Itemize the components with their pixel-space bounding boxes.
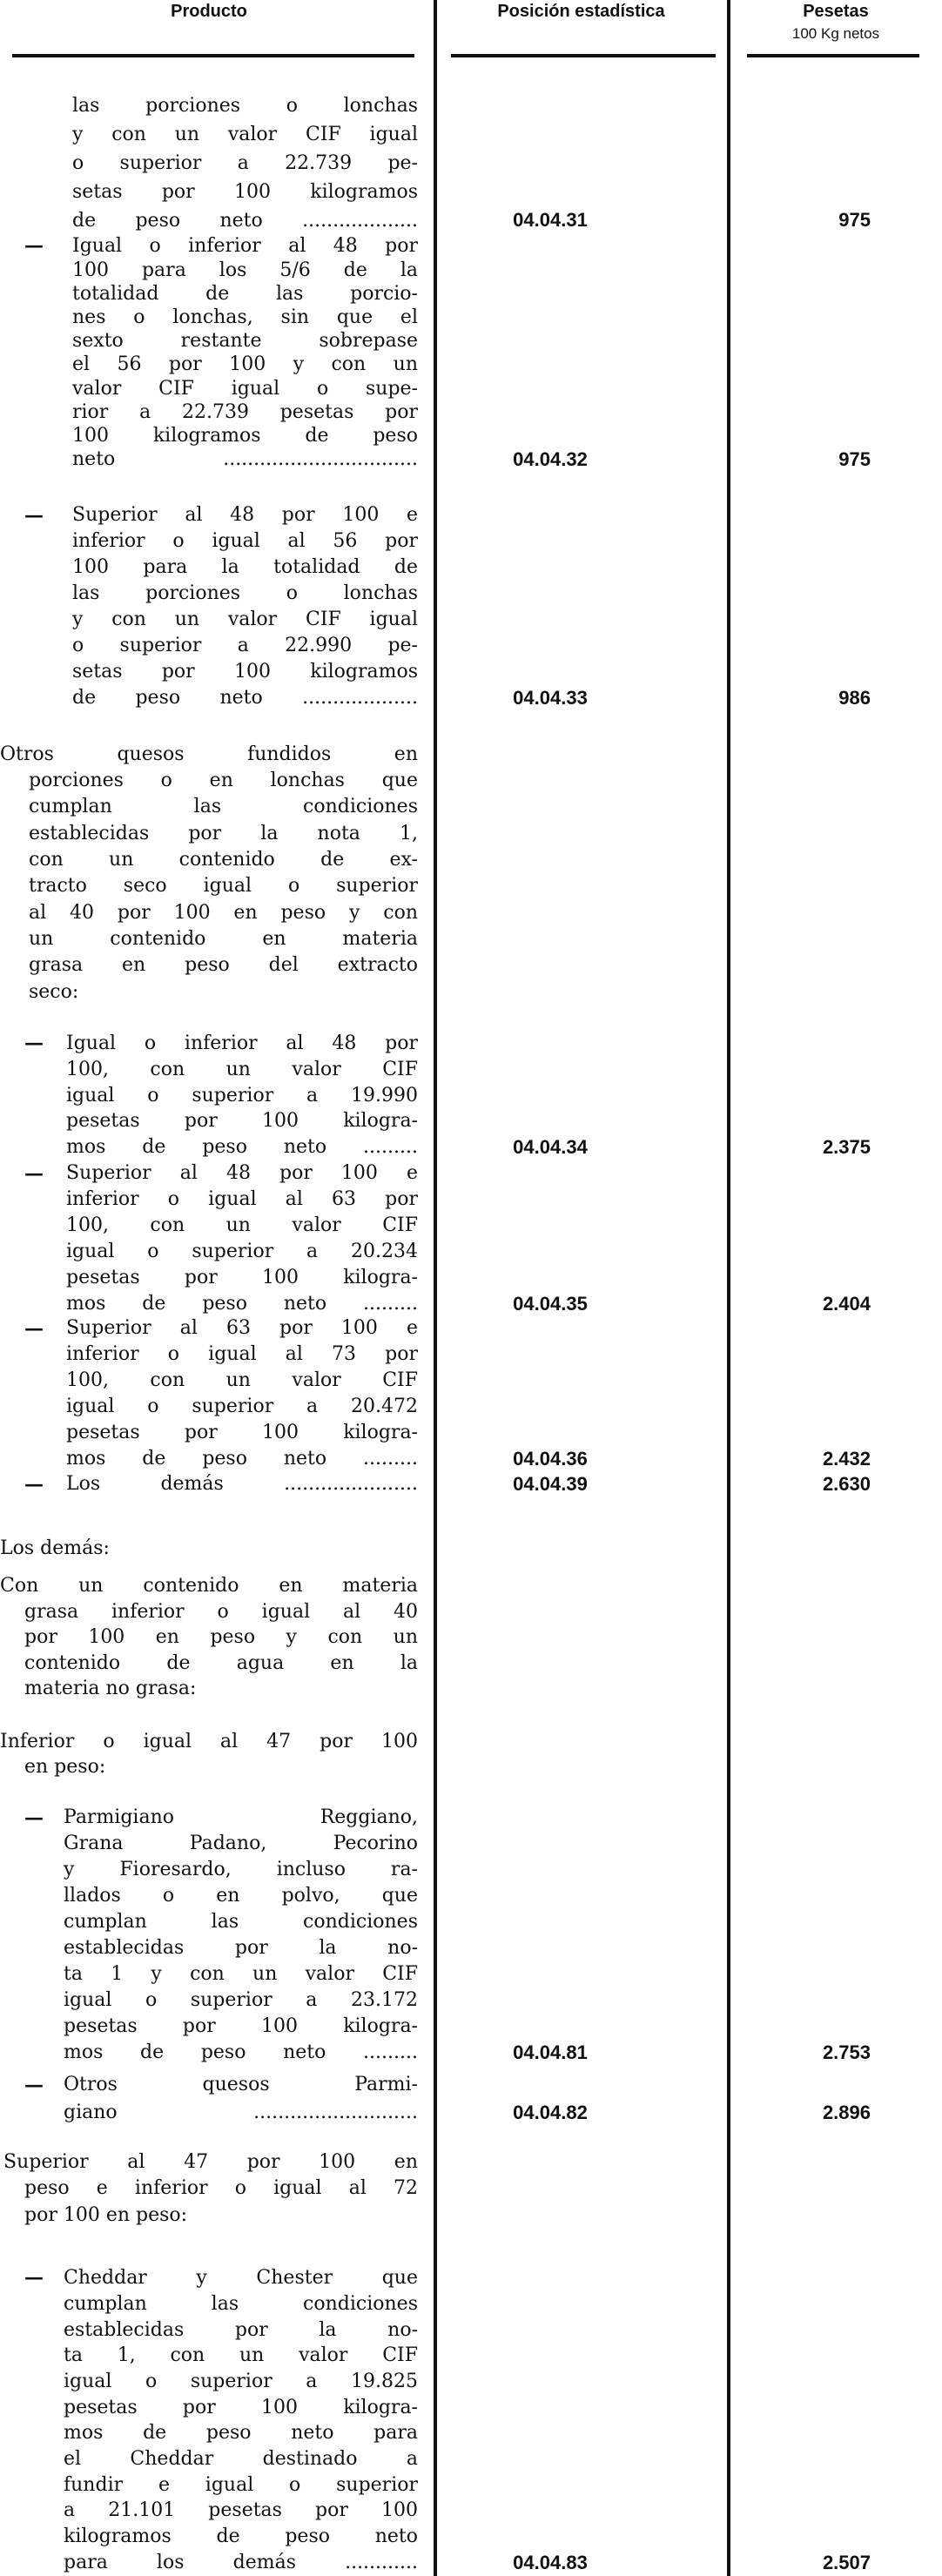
product-text-line: establecidas por la no- [64,2318,418,2341]
product-text-line: Con un contenido en materia [0,1575,418,1597]
product-text-line: Superior al 48 por 100 e [72,504,418,526]
pesetas-value: 2.404 [822,1293,871,1315]
product-text-line: contenido de agua en la [24,1651,418,1674]
table-row [24,1160,418,1317]
product-text-line: cumplan las condiciones [64,1911,418,1933]
product-text-line: Grana Padano, Pecorino [64,1833,418,1854]
table-row [24,1031,418,1160]
product-text-line: para los demás ............ [64,2551,418,2573]
table-row [24,1471,418,1497]
dash-bullet: — [24,1473,44,1496]
product-text-line: por 100 en peso y con un [24,1626,418,1649]
product-text-line: un contenido en materia [29,927,418,950]
statistical-position: 04.04.39 [513,1473,588,1495]
product-text-line: Otros quesos fundidos en [0,743,418,765]
statistical-position: 04.04.31 [513,209,588,231]
dash-bullet: — [24,2266,44,2290]
product-text-line: Los demás ...................... [66,1473,418,1495]
statistical-position: 04.04.33 [513,687,588,709]
table-row [0,1729,418,1779]
table-row [0,1536,418,1562]
statistical-position: 04.04.82 [513,2102,588,2123]
product-text-line: en peso: [24,1755,106,1778]
product-text-line: de peso neto ................... [72,687,418,709]
product-text-line: 100 para los 5/6 de la [72,259,418,281]
product-text-line: mos de peso neto ......... [64,2041,418,2063]
pesetas-value: 2.630 [822,1473,871,1495]
product-text-line: 100, con un valor CIF [66,1214,418,1236]
product-text-line: setas por 100 kilogramos [72,180,418,203]
product-text-line: las porciones o lonchas [72,94,418,117]
product-text-line: mos de peso neto ......... [66,1136,418,1159]
product-text-line: ta 1, con un valor CIF [64,2344,418,2367]
product-text-line: materia no grasa: [24,1678,197,1700]
product-text-line: 100, con un valor CIF [66,1369,418,1391]
product-text-line: cumplan las condiciones [64,2292,418,2315]
dash-bullet: — [24,1317,44,1340]
product-text-line: y con un valor CIF igual [72,609,418,630]
product-text-line: inferior o igual al 73 por [66,1343,418,1365]
header-rule-product [12,54,414,57]
product-text-line: inferior o igual al 63 por [66,1188,418,1210]
product-text-line: llados o en polvo, que [64,1885,418,1907]
table-row [0,1573,418,1702]
product-text-line: Superior al 63 por 100 e [66,1317,418,1339]
product-text-line: porciones o en lonchas que [29,770,418,792]
column-divider-2 [727,0,730,2576]
product-text-line: giano ........................... [64,2102,418,2123]
header-position: Posición estadística [497,2,665,21]
product-text-line: ta 1 y con un valor CIF [64,1963,418,1985]
header-rule-pesetas [747,54,919,57]
product-text-line: grasa inferior o igual al 40 [24,1600,418,1623]
column-divider-1 [434,0,437,2576]
product-text-line: totalidad de las porcio- [72,282,418,305]
table-row [0,742,418,1006]
product-text-line: pesetas por 100 kilogra- [66,1110,418,1133]
header-pesetas: Pesetas [803,2,869,21]
product-text-line: Superior al 47 por 100 en [3,2150,418,2173]
product-text-line: Igual o inferior al 48 por [72,235,418,258]
product-text-line: nes o lonchas, sin que el [72,306,418,328]
pesetas-value: 2.507 [822,2551,871,2573]
dash-bullet: — [24,1162,44,1185]
pesetas-value: 975 [838,447,871,470]
product-text-line: Otros quesos Parmi- [64,2074,418,2095]
product-text-line: Superior al 48 por 100 e [66,1162,418,1184]
product-text-line: 100 para la totalidad de [72,556,418,578]
pesetas-value: 986 [838,687,871,709]
product-text-line: kilogramos de peso neto [64,2526,418,2548]
product-text-line: por 100 en peso: [24,2203,188,2226]
table-row [0,2149,418,2230]
header-pesetas-unit: 100 Kg netos [791,25,880,42]
statistical-position: 04.04.81 [513,2041,588,2063]
table-row [24,234,418,471]
product-text-line: Igual o inferior al 48 por [66,1032,418,1055]
product-text-line: o superior a 22.739 pe- [72,151,418,174]
product-text-line: mos de peso neto ......... [66,1448,418,1470]
product-text-line: igual o superior a 23.172 [64,1989,418,2011]
table-row [24,2071,418,2127]
product-text-line: fundir e igual o superior [64,2473,418,2496]
product-text-line: y con un valor CIF igual [72,123,418,145]
statistical-position: 04.04.83 [513,2551,588,2573]
pesetas-value: 975 [838,209,871,231]
product-text-line: 100 kilogramos de peso [72,425,418,447]
statistical-position: 04.04.32 [513,447,588,470]
product-text-line: Inferior o igual al 47 por 100 [0,1730,418,1752]
statistical-position: 04.04.35 [513,1293,588,1315]
table-row [24,1315,418,1472]
dash-bullet: — [24,234,44,258]
product-text-line: 100, con un valor CIF [66,1058,418,1080]
product-text-line: igual o superior a 19.825 [64,2370,418,2392]
product-text-line: setas por 100 kilogramos [72,661,418,683]
pesetas-value: 2.432 [822,1448,871,1470]
product-text-line: a 21.101 pesetas por 100 [64,2499,418,2522]
product-text-line: igual o superior a 19.990 [66,1084,418,1106]
dash-bullet: — [24,2074,44,2096]
product-text-line: peso e inferior o igual al 72 [24,2177,418,2200]
statistical-position: 04.04.34 [513,1136,588,1159]
dash-bullet: — [24,1032,44,1055]
product-text-line: pesetas por 100 kilogra- [66,1422,418,1443]
product-text-line: cumplan las condiciones [29,796,418,818]
table-row [24,2265,418,2575]
product-text-line: sexto restante sobrepase [72,330,418,353]
product-text-line: y Fioresardo, incluso ra- [64,1859,418,1880]
product-text-line: Los demás: [0,1537,110,1559]
product-text-line: con un contenido de ex- [29,849,418,871]
statistical-position: 04.04.36 [513,1448,588,1470]
product-text-line: pesetas por 100 kilogra- [64,2015,418,2037]
product-text-line: mos de peso neto ......... [66,1293,418,1315]
product-text-line: igual o superior a 20.234 [66,1241,418,1262]
pesetas-value: 2.896 [822,2102,871,2123]
product-text-line: rior a 22.739 pesetas por [72,400,418,423]
product-text-line: seco: [29,980,79,1003]
product-text-line: tracto seco igual o superior [29,875,418,898]
product-text-line: pesetas por 100 kilogra- [64,2396,418,2418]
product-text-line: las porciones o lonchas [72,582,418,604]
dash-bullet: — [24,504,44,527]
product-text-line: establecidas por la no- [64,1937,418,1959]
product-text-line: Cheddar y Chester que [64,2267,418,2290]
header-rule-position [451,54,716,57]
dash-bullet: — [24,1806,44,1829]
product-text-line: grasa en peso del extracto [29,954,418,977]
product-text-line: de peso neto ................... [72,209,418,232]
product-text-line: o superior a 22.990 pe- [72,635,418,656]
product-text-line: mos de peso neto para [64,2422,418,2445]
product-text-line: neto ................................ [72,448,418,471]
product-text-line: al 40 por 100 en peso y con [29,901,418,924]
product-text-line: establecidas por la nota 1, [29,822,418,844]
table-row [24,1805,418,2066]
product-text-line: valor CIF igual o supe- [72,377,418,400]
product-text-line: el Cheddar destinado a [64,2448,418,2471]
product-text-line: el 56 por 100 y con un [72,353,418,376]
table-row [24,502,418,711]
product-text-line: inferior o igual al 56 por [72,530,418,552]
header-product: Producto [171,2,247,21]
product-text-line: pesetas por 100 kilogra- [66,1267,418,1288]
product-text-line: Parmigiano Reggiano, [64,1806,418,1828]
pesetas-value: 2.375 [822,1136,871,1159]
pesetas-value: 2.753 [822,2041,871,2063]
product-text-line: igual o superior a 20.472 [66,1396,418,1417]
table-row [0,91,418,235]
